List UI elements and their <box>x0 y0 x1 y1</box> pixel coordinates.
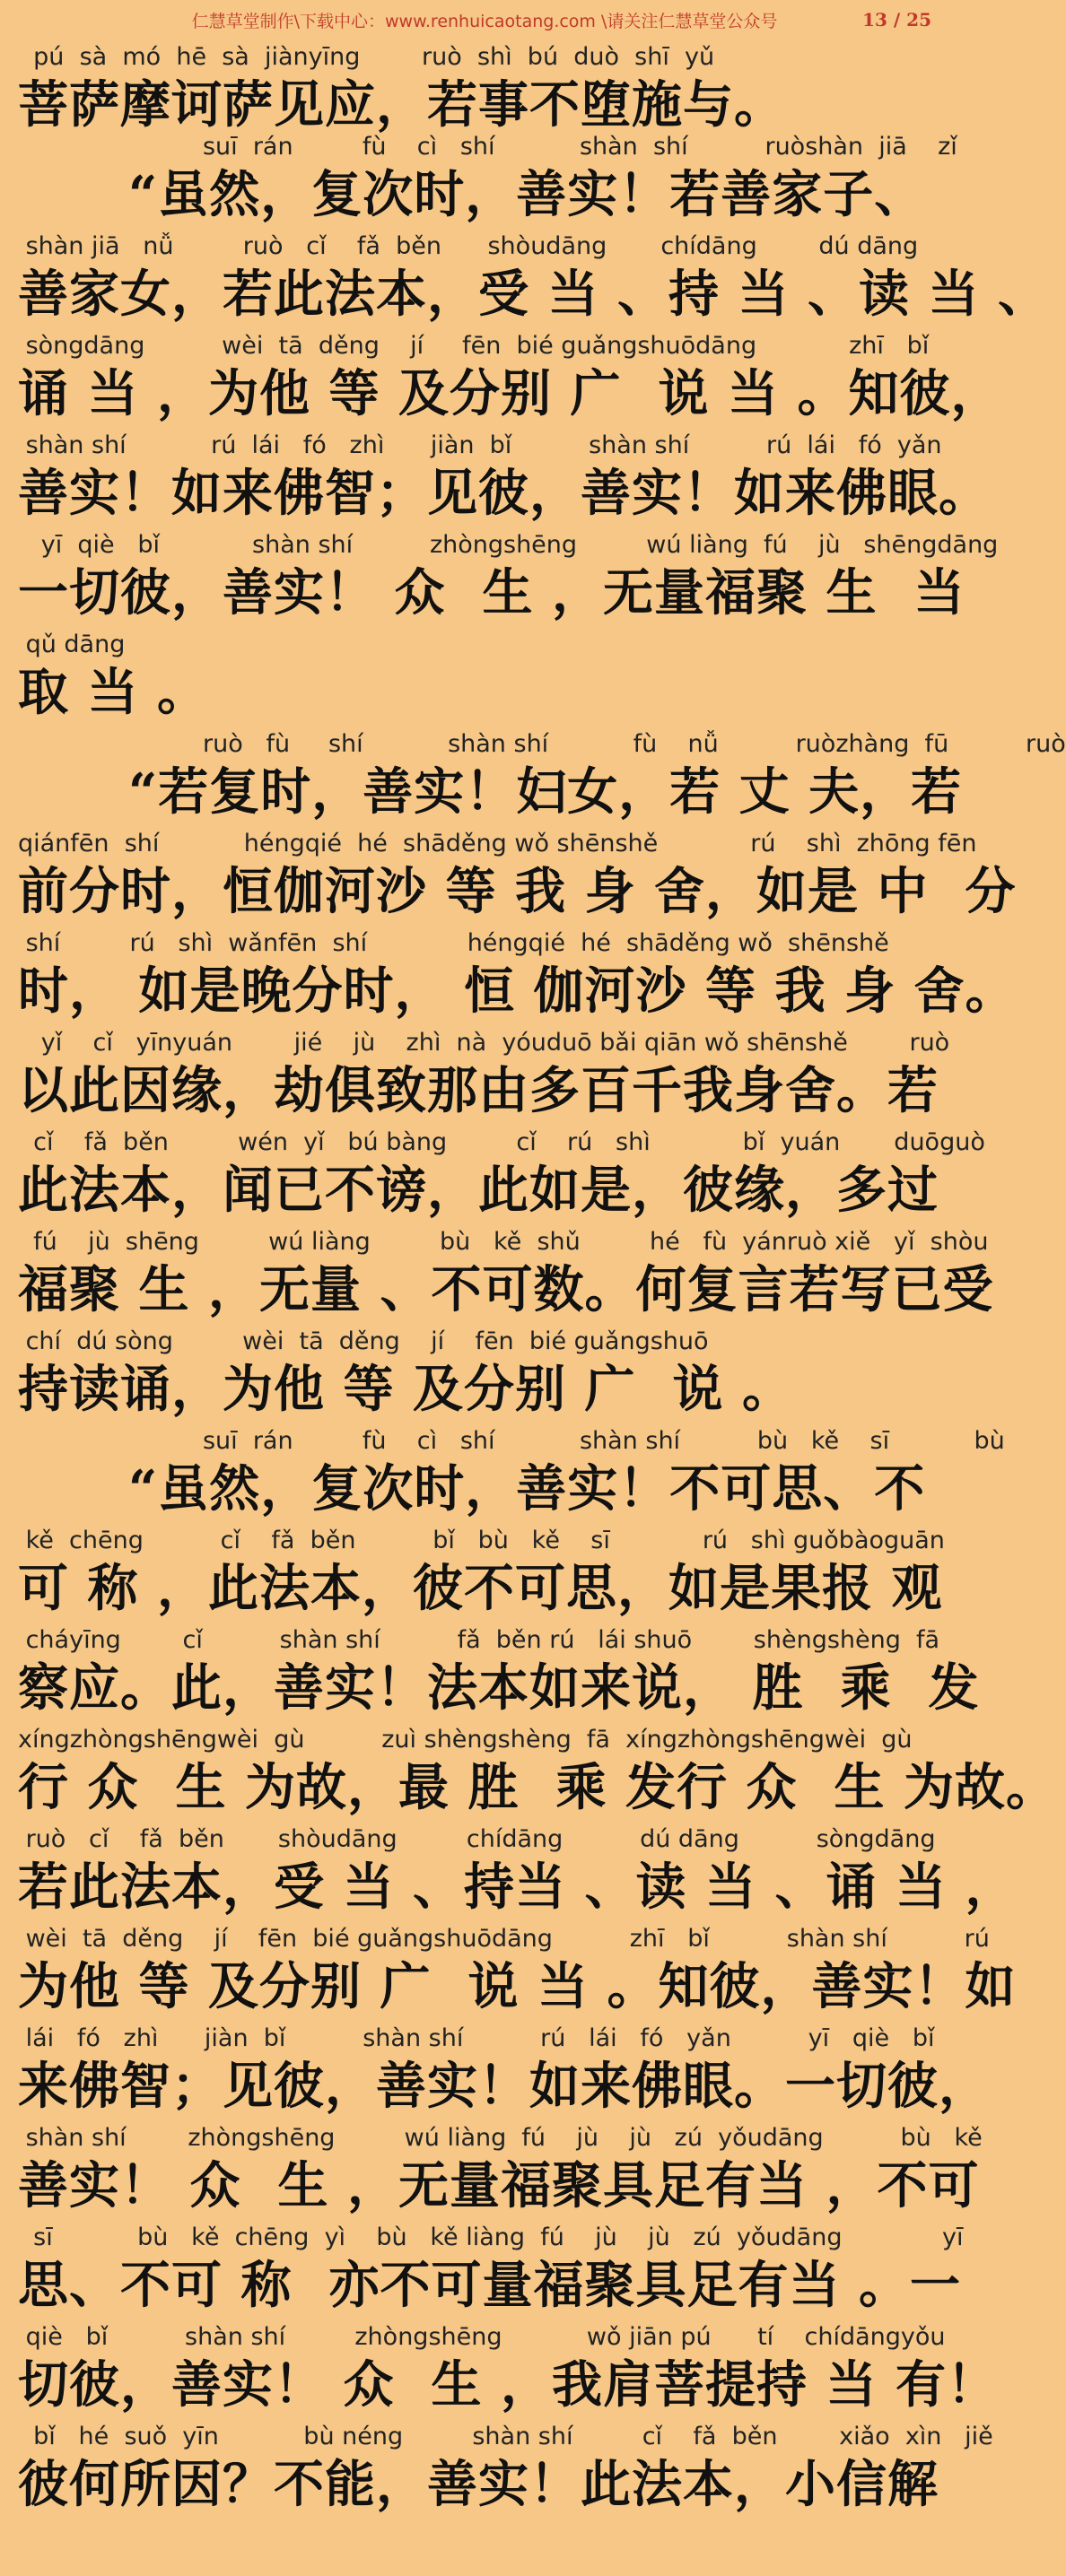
hanzi-line: 取 当 。 <box>18 663 208 722</box>
text-line <box>18 2419 993 2519</box>
pinyin-line: chí dú sòng wèi tā děng jí fēn bié guǎngshuō <box>18 1327 709 1355</box>
text-line <box>18 2120 983 2220</box>
pinyin-line: shí rú shì wǎnfēn shí héngqié hé shāděng wǒ shēnshě <box>18 929 889 957</box>
hanzi-line: 时， 如是晚分时， 恒 伽河沙 等 我 身 舍。 <box>18 962 1017 1021</box>
text-line <box>18 1423 1005 1523</box>
pinyin-line: lái fó zhì jiàn bǐ shàn shí rú lái fó yǎn yī qiè bǐ <box>18 2024 935 2052</box>
text-line <box>18 826 1017 926</box>
text-line <box>18 39 951 135</box>
pinyin-line: ruò fù shí shàn shí fù nǚ ruòzhàng fū ruò <box>18 730 1066 758</box>
pinyin-line: cháyīng cǐ shàn shí fǎ běn rú lái shuō shèngshèng fā <box>18 1626 940 1654</box>
hanzi-line: 彼何所因？不能，善实！此法本，小信解 <box>18 2455 939 2514</box>
pinyin-line: wèi tā děng jí fēn bié guǎngshuōdāng zhī bǐ shàn shí rú <box>18 1925 990 1953</box>
text-line <box>18 2021 990 2120</box>
pinyin-line: shàn shí zhòngshēng wú liàng fú jù jù zú yǒudāng bù kě <box>18 2124 983 2152</box>
pinyin-line: qǔ dāng <box>18 631 126 658</box>
hanzi-line: 为他 等 及分别 广 说 当 。知彼，善实！如 <box>18 1957 1017 2016</box>
pinyin-line: bǐ hé suǒ yīn bù néng shàn shí cǐ fǎ běn xiǎo xìn jiě <box>18 2423 993 2450</box>
pinyin-line: sī bù kě chēng yì bù kě liàng fú jù jù zú yǒudāng yī <box>18 2224 964 2251</box>
hanzi-line: 来佛智；见彼，善实！如来佛眼。一切彼， <box>18 2057 990 2116</box>
text-line <box>18 1025 951 1125</box>
hanzi-line: 切彼，善实！ 众 生 ，我肩菩提持 当 有！ <box>18 2355 998 2415</box>
hanzi-line: 善家女，若此法本，受 当 、持 当 、读 当 、 <box>18 265 1049 324</box>
pinyin-line: fú jù shēng wú liàng bù kě shǔ hé fù yánruò xiě yǐ shòu <box>18 1228 989 1256</box>
hanzi-line: 此法本，闻已不谤，此如是，彼缘，多过 <box>18 1161 939 1220</box>
hanzi-line: 察应。此，善实！法本如来说， 胜 乘 发 <box>18 1658 980 1718</box>
hanzi-line: “若复时，善实！妇女，若 丈 夫，若 <box>18 762 963 822</box>
text-line <box>18 2319 998 2419</box>
hanzi-line: 诵 当 ，为他 等 及分别 广 说 当 。知彼， <box>18 364 1002 423</box>
text-line <box>18 428 990 527</box>
pinyin-line: pú sà mó hē sà jiànyīng ruò shì bú duò shī yǔ <box>18 43 715 71</box>
hanzi-line: 一切彼，善实！ 众 生 ，无量福聚 生 当 <box>18 563 966 622</box>
hanzi-line: 菩萨摩诃萨见应，若事不堕施与。 <box>18 75 785 135</box>
hanzi-line: 福聚 生 ，无量 、不可数。何复言若写已受 <box>18 1260 994 1319</box>
hanzi-line: 若此法本，受 当 、持当 、读 当 、诵 当 ， <box>18 1858 1017 1917</box>
text-line <box>18 1921 1017 2021</box>
text-line <box>18 627 951 727</box>
pinyin-line: kě chēng cǐ fǎ běn bǐ bù kě sī rú shì guǒbàoguān <box>18 1527 945 1554</box>
page-header <box>18 0 951 39</box>
text-line <box>18 1125 985 1224</box>
text-line <box>18 129 957 229</box>
header-banner: 仁慧草堂制作\下载中心：www.renhuicaotang.com \请关注仁慧草堂公众号 <box>191 11 778 31</box>
pinyin-line: qiánfēn shí héngqié hé shāděng wǒ shēnshě rú shì zhōng fēn <box>18 830 977 857</box>
pinyin-line: sòngdāng wèi tā děng jí fēn bié guǎngshuōdāng zhī bǐ <box>18 332 930 360</box>
pinyin-line: suī rán fù cì shí shàn shí ruòshàn jiā zǐ <box>18 133 957 161</box>
pinyin-line: yǐ cǐ yīnyuán jié jù zhì nà yóuduō bǎi qiān wǒ shēnshě ruò <box>18 1029 950 1057</box>
text-line <box>18 1822 1017 1921</box>
text-line <box>18 727 1066 826</box>
hanzi-line: 善实！ 众 生 ，无量福聚具足有当 ，不可 <box>18 2156 980 2215</box>
hanzi-line: 善实！如来佛智；见彼，善实！如来佛眼。 <box>18 464 990 523</box>
text-line <box>18 1623 980 1722</box>
text-line <box>18 229 1049 328</box>
text-line <box>18 2220 964 2319</box>
hanzi-line: 以此因缘，劫俱致那由多百千我身舍。若 <box>18 1061 939 1120</box>
text-line <box>18 1722 1057 1822</box>
pinyin-line: suī rán fù cì shí shàn shí bù kě sī bù <box>18 1427 1005 1455</box>
page-number: 13 / 25 <box>862 9 931 30</box>
text-line <box>18 1523 951 1623</box>
hanzi-line: 持读诵，为他 等 及分别 广 说 。 <box>18 1360 793 1419</box>
pinyin-line: ruò cǐ fǎ běn shòudāng chídāng dú dāng sòngdāng <box>18 1825 936 1853</box>
hanzi-line: 可 称 ，此法本，彼不可思，如是果报 观 <box>18 1559 943 1618</box>
text-line <box>18 527 999 627</box>
text-body <box>18 39 1066 2519</box>
pinyin-line: shàn jiā nǚ ruò cǐ fǎ běn shòudāng chídāng dú dāng <box>18 232 919 260</box>
text-line <box>18 1224 994 1324</box>
hanzi-line: 前分时，恒伽河沙 等 我 身 舍，如是 中 分 <box>18 862 1017 921</box>
text-line <box>18 926 1017 1025</box>
hanzi-line: “虽然，复次时，善实！若善家子、 <box>18 165 926 224</box>
hanzi-line: 思、不可 称 亦不可量福聚具足有当 。一 <box>18 2256 961 2315</box>
pinyin-line: cǐ fǎ běn wén yǐ bú bàng cǐ rú shì bǐ yuán duōguò <box>18 1128 985 1156</box>
pinyin-line: qiè bǐ shàn shí zhòngshēng wǒ jiān pú tí chídāngyǒu <box>18 2323 946 2351</box>
hanzi-line: 行 众 生 为故，最 胜 乘 发行 众 生 为故。 <box>18 1758 1057 1817</box>
pinyin-line: shàn shí rú lái fó zhì jiàn bǐ shàn shí rú lái fó yǎn <box>18 431 942 459</box>
pinyin-line: xíngzhòngshēngwèi gù zuì shèngshèng fā xíngzhòngshēngwèi gù <box>18 1726 913 1754</box>
pinyin-line: yī qiè bǐ shàn shí zhòngshēng wú liàng fú jù shēngdāng <box>18 531 999 559</box>
text-line <box>18 328 1002 428</box>
hanzi-line: “虽然，复次时，善实！不可思、不 <box>18 1459 926 1519</box>
text-line <box>18 1324 951 1423</box>
